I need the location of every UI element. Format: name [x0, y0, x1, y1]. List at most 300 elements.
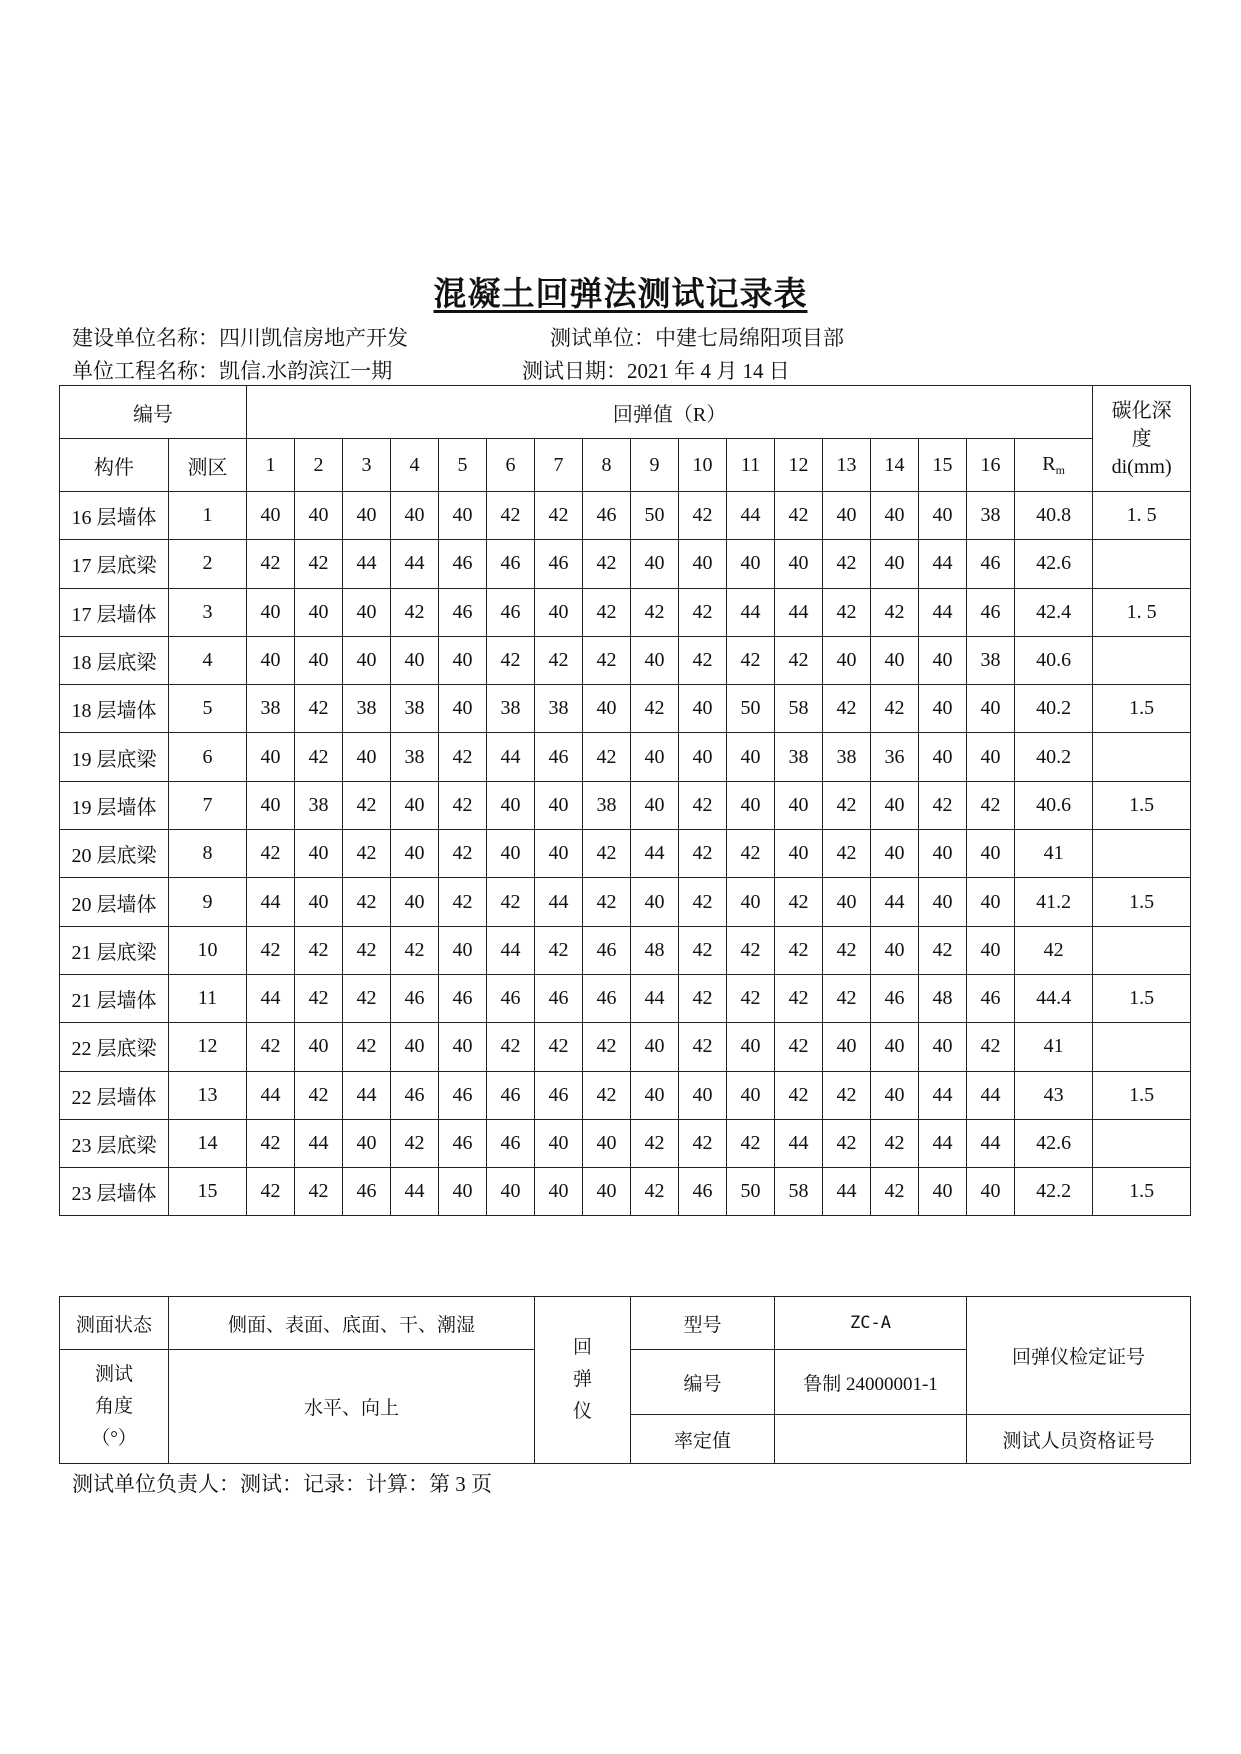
member-cell: 19 层底梁 — [60, 733, 169, 781]
value-cell: 40 — [535, 1168, 583, 1216]
instrument-table — [59, 1296, 1191, 1464]
value-cell: 40 — [631, 1023, 679, 1071]
value-cell: 40 — [391, 636, 439, 684]
value-cell: 42 — [823, 781, 871, 829]
instrument-char-1: 回 — [572, 1337, 592, 1358]
value-cell: 44 — [967, 1071, 1015, 1119]
value-cell: 42 — [247, 1168, 295, 1216]
value-cell: 42 — [295, 1168, 343, 1216]
value-cell: 40 — [727, 540, 775, 588]
value-cell: 42 — [343, 878, 391, 926]
value-cell: 40 — [919, 636, 967, 684]
value-cell: 42 — [295, 974, 343, 1022]
value-cell: 40 — [391, 878, 439, 926]
value-cell: 40 — [919, 1023, 967, 1071]
value-cell: 42 — [679, 1023, 727, 1071]
rebound-table — [59, 385, 1191, 1216]
carbonation-line-1: 碳化深 — [1111, 399, 1172, 422]
table-row — [60, 1119, 1191, 1167]
table-row — [60, 926, 1191, 974]
value-cell: 42 — [391, 588, 439, 636]
value-cell: 42 — [487, 636, 535, 684]
value-cell: 44 — [343, 540, 391, 588]
header-col-10: 10 — [679, 439, 727, 492]
value-cell: 42 — [775, 878, 823, 926]
value-cell: 40 — [295, 1023, 343, 1071]
serial-label: 编号 — [631, 1350, 775, 1415]
value-cell: 46 — [583, 974, 631, 1022]
value-cell: 42 — [439, 878, 487, 926]
value-cell: 42 — [871, 1168, 919, 1216]
header-col-15: 15 — [919, 439, 967, 492]
carbonation-line-2: 度 — [1131, 427, 1152, 450]
value-cell: 44 — [247, 974, 295, 1022]
value-cell: 40 — [343, 733, 391, 781]
header-col-1: 1 — [247, 439, 295, 492]
value-cell: 38 — [535, 685, 583, 733]
angle-line-1: 测试 — [94, 1363, 133, 1385]
value-cell: 58 — [775, 685, 823, 733]
test-date: 测试日期：2021 年 4 月 14 日 — [522, 359, 790, 383]
value-cell: 40 — [871, 830, 919, 878]
zone-cell: 2 — [169, 540, 247, 588]
value-cell: 38 — [823, 733, 871, 781]
calib-label: 率定值 — [631, 1415, 775, 1464]
value-cell: 40 — [439, 636, 487, 684]
member-cell: 23 层墙体 — [60, 1168, 169, 1216]
carbonation-cell: 1.5 — [1093, 1071, 1191, 1119]
value-cell: 44 — [391, 1168, 439, 1216]
value-cell: 40 — [247, 781, 295, 829]
value-cell: 42 — [871, 1119, 919, 1167]
member-cell: 23 层底梁 — [60, 1119, 169, 1167]
value-cell: 42 — [727, 926, 775, 974]
value-cell: 42 — [727, 974, 775, 1022]
value-cell: 40 — [343, 492, 391, 540]
member-cell: 19 层墙体 — [60, 781, 169, 829]
value-cell: 44 — [919, 1119, 967, 1167]
cert-label: 回弹仪检定证号 — [967, 1297, 1191, 1415]
value-cell: 42 — [679, 830, 727, 878]
member-cell: 17 层墙体 — [60, 588, 169, 636]
zone-cell: 5 — [169, 685, 247, 733]
value-cell: 42 — [247, 926, 295, 974]
carbonation-cell — [1093, 926, 1191, 974]
carbonation-cell — [1093, 733, 1191, 781]
value-cell: 42 — [535, 926, 583, 974]
member-cell: 17 层底梁 — [60, 540, 169, 588]
value-cell: 40 — [871, 492, 919, 540]
value-cell: 42 — [727, 830, 775, 878]
zone-cell: 3 — [169, 588, 247, 636]
value-cell: 40 — [775, 781, 823, 829]
member-cell: 16 层墙体 — [60, 492, 169, 540]
value-cell: 42 — [775, 492, 823, 540]
value-cell: 42 — [823, 926, 871, 974]
value-cell: 42 — [727, 636, 775, 684]
value-cell: 46 — [487, 588, 535, 636]
rm-cell: 40.6 — [1015, 781, 1093, 829]
value-cell: 40 — [631, 878, 679, 926]
value-cell: 42 — [535, 1023, 583, 1071]
angle-line-3: （°） — [91, 1427, 137, 1449]
zone-cell: 10 — [169, 926, 247, 974]
value-cell: 44 — [391, 540, 439, 588]
value-cell: 40 — [487, 781, 535, 829]
surface-label: 测面状态 — [60, 1297, 169, 1350]
value-cell: 40 — [727, 878, 775, 926]
table-row — [60, 781, 1191, 829]
value-cell: 46 — [439, 1119, 487, 1167]
value-cell: 40 — [391, 492, 439, 540]
header-col-13: 13 — [823, 439, 871, 492]
value-cell: 50 — [727, 1168, 775, 1216]
model-value: ZC-A — [775, 1297, 967, 1350]
value-cell: 42 — [535, 492, 583, 540]
carbonation-cell — [1093, 540, 1191, 588]
rm-cell: 42.6 — [1015, 1119, 1093, 1167]
value-cell: 42 — [247, 1023, 295, 1071]
value-cell: 40 — [967, 830, 1015, 878]
carbonation-cell: 1.5 — [1093, 781, 1191, 829]
value-cell: 40 — [871, 540, 919, 588]
value-cell: 44 — [967, 1119, 1015, 1167]
value-cell: 42 — [583, 636, 631, 684]
value-cell: 40 — [871, 1071, 919, 1119]
value-cell: 40 — [871, 781, 919, 829]
serial-value: 鲁制 24000001-1 — [775, 1350, 967, 1415]
carbonation-cell: 1. 5 — [1093, 492, 1191, 540]
value-cell: 42 — [583, 540, 631, 588]
value-cell: 40 — [343, 636, 391, 684]
value-cell: 42 — [871, 588, 919, 636]
value-cell: 40 — [583, 1168, 631, 1216]
carbonation-cell: 1.5 — [1093, 685, 1191, 733]
value-cell: 42 — [631, 685, 679, 733]
value-cell: 42 — [823, 1071, 871, 1119]
value-cell: 42 — [439, 830, 487, 878]
rm-cell: 42.6 — [1015, 540, 1093, 588]
carbonation-cell: 1.5 — [1093, 878, 1191, 926]
value-cell: 42 — [679, 781, 727, 829]
value-cell: 42 — [343, 781, 391, 829]
value-cell: 42 — [823, 974, 871, 1022]
value-cell: 42 — [295, 540, 343, 588]
header-member: 构件 — [60, 439, 169, 492]
zone-cell: 8 — [169, 830, 247, 878]
value-cell: 42 — [775, 1071, 823, 1119]
value-cell: 40 — [967, 878, 1015, 926]
calib-value — [775, 1415, 967, 1464]
value-cell: 46 — [487, 1071, 535, 1119]
table-row — [60, 540, 1191, 588]
value-cell: 46 — [487, 974, 535, 1022]
value-cell: 40 — [823, 878, 871, 926]
value-cell: 42 — [967, 781, 1015, 829]
value-cell: 38 — [967, 492, 1015, 540]
header-zone: 测区 — [169, 439, 247, 492]
value-cell: 42 — [391, 926, 439, 974]
value-cell: 42 — [343, 1023, 391, 1071]
model-label: 型号 — [631, 1297, 775, 1350]
value-cell: 40 — [919, 830, 967, 878]
table-row — [60, 733, 1191, 781]
value-cell: 38 — [391, 733, 439, 781]
value-cell: 46 — [679, 1168, 727, 1216]
value-cell: 42 — [247, 830, 295, 878]
staff-label: 测试人员资格证号 — [967, 1415, 1191, 1464]
value-cell: 40 — [967, 926, 1015, 974]
value-cell: 40 — [967, 733, 1015, 781]
zone-cell: 1 — [169, 492, 247, 540]
header-carbonation — [1093, 386, 1191, 492]
value-cell: 40 — [823, 636, 871, 684]
test-unit: 测试单位：中建七局绵阳项目部 — [550, 326, 844, 350]
zone-cell: 14 — [169, 1119, 247, 1167]
value-cell: 38 — [967, 636, 1015, 684]
header-col-14: 14 — [871, 439, 919, 492]
value-cell: 38 — [487, 685, 535, 733]
value-cell: 42 — [679, 1119, 727, 1167]
value-cell: 46 — [535, 1071, 583, 1119]
value-cell: 46 — [487, 540, 535, 588]
table-row — [60, 830, 1191, 878]
value-cell: 42 — [967, 1023, 1015, 1071]
value-cell: 40 — [487, 1168, 535, 1216]
value-cell: 44 — [919, 588, 967, 636]
value-cell: 38 — [391, 685, 439, 733]
value-cell: 44 — [823, 1168, 871, 1216]
rm-subscript: m — [1055, 462, 1065, 477]
value-cell: 44 — [247, 1071, 295, 1119]
zone-cell: 6 — [169, 733, 247, 781]
value-cell: 50 — [631, 492, 679, 540]
angle-value: 水平、向上 — [169, 1350, 535, 1464]
value-cell: 40 — [679, 1071, 727, 1119]
zone-cell: 7 — [169, 781, 247, 829]
table-row — [60, 636, 1191, 684]
value-cell: 38 — [247, 685, 295, 733]
value-cell: 40 — [679, 540, 727, 588]
angle-label — [60, 1350, 169, 1464]
table-row — [60, 1168, 1191, 1216]
value-cell: 44 — [535, 878, 583, 926]
value-cell: 46 — [439, 540, 487, 588]
value-cell: 46 — [439, 588, 487, 636]
value-cell: 42 — [439, 781, 487, 829]
value-cell: 42 — [679, 492, 727, 540]
value-cell: 50 — [727, 685, 775, 733]
value-cell: 40 — [919, 733, 967, 781]
value-cell: 42 — [487, 1023, 535, 1071]
value-cell: 40 — [295, 830, 343, 878]
value-cell: 42 — [583, 1071, 631, 1119]
value-cell: 46 — [343, 1168, 391, 1216]
value-cell: 42 — [295, 926, 343, 974]
value-cell: 46 — [439, 1071, 487, 1119]
value-cell: 40 — [295, 878, 343, 926]
value-cell: 42 — [919, 781, 967, 829]
value-cell: 40 — [439, 1023, 487, 1071]
carbonation-cell: 1. 5 — [1093, 588, 1191, 636]
value-cell: 40 — [631, 781, 679, 829]
rm-cell: 42.4 — [1015, 588, 1093, 636]
value-cell: 40 — [343, 588, 391, 636]
value-cell: 40 — [295, 588, 343, 636]
rm-cell: 40.6 — [1015, 636, 1093, 684]
value-cell: 46 — [967, 540, 1015, 588]
value-cell: 42 — [583, 1023, 631, 1071]
value-cell: 44 — [631, 974, 679, 1022]
value-cell: 46 — [439, 974, 487, 1022]
member-cell: 20 层墙体 — [60, 878, 169, 926]
value-cell: 42 — [439, 733, 487, 781]
value-cell: 42 — [343, 830, 391, 878]
member-cell: 18 层墙体 — [60, 685, 169, 733]
value-cell: 42 — [679, 974, 727, 1022]
value-cell: 40 — [727, 1023, 775, 1071]
value-cell: 40 — [871, 926, 919, 974]
value-cell: 40 — [727, 733, 775, 781]
rm-symbol: R — [1042, 452, 1056, 475]
table-row — [60, 685, 1191, 733]
value-cell: 42 — [247, 540, 295, 588]
header-col-4: 4 — [391, 439, 439, 492]
carbonation-cell — [1093, 1119, 1191, 1167]
header-col-2: 2 — [295, 439, 343, 492]
value-cell: 46 — [535, 733, 583, 781]
value-cell: 42 — [775, 636, 823, 684]
table-row — [60, 974, 1191, 1022]
table-row — [60, 492, 1191, 540]
value-cell: 42 — [631, 588, 679, 636]
value-cell: 38 — [295, 781, 343, 829]
value-cell: 40 — [391, 830, 439, 878]
member-cell: 22 层底梁 — [60, 1023, 169, 1071]
value-cell: 42 — [583, 878, 631, 926]
value-cell: 44 — [487, 926, 535, 974]
value-cell: 46 — [391, 974, 439, 1022]
value-cell: 46 — [967, 974, 1015, 1022]
value-cell: 40 — [823, 492, 871, 540]
rm-cell: 44.4 — [1015, 974, 1093, 1022]
rm-cell: 41 — [1015, 1023, 1093, 1071]
value-cell: 40 — [391, 1023, 439, 1071]
value-cell: 36 — [871, 733, 919, 781]
header-number: 编号 — [60, 386, 247, 439]
carbonation-cell — [1093, 636, 1191, 684]
header-col-16: 16 — [967, 439, 1015, 492]
value-cell: 46 — [535, 974, 583, 1022]
value-cell: 46 — [583, 492, 631, 540]
value-cell: 40 — [247, 636, 295, 684]
value-cell: 44 — [727, 588, 775, 636]
zone-cell: 4 — [169, 636, 247, 684]
value-cell: 40 — [295, 492, 343, 540]
value-cell: 42 — [919, 926, 967, 974]
value-cell: 40 — [487, 830, 535, 878]
value-cell: 44 — [871, 878, 919, 926]
value-cell: 44 — [487, 733, 535, 781]
instrument-label — [535, 1297, 631, 1464]
rm-cell: 42 — [1015, 926, 1093, 974]
value-cell: 40 — [583, 1119, 631, 1167]
member-cell: 18 层底梁 — [60, 636, 169, 684]
zone-cell: 9 — [169, 878, 247, 926]
header-col-3: 3 — [343, 439, 391, 492]
zone-cell: 11 — [169, 974, 247, 1022]
value-cell: 40 — [439, 492, 487, 540]
header-col-12: 12 — [775, 439, 823, 492]
value-cell: 40 — [967, 685, 1015, 733]
value-cell: 38 — [343, 685, 391, 733]
carbonation-cell: 1.5 — [1093, 974, 1191, 1022]
value-cell: 42 — [679, 878, 727, 926]
value-cell: 40 — [919, 685, 967, 733]
value-cell: 40 — [775, 540, 823, 588]
value-cell: 42 — [775, 1023, 823, 1071]
rm-cell: 40.2 — [1015, 685, 1093, 733]
value-cell: 42 — [295, 685, 343, 733]
value-cell: 40 — [535, 830, 583, 878]
value-cell: 44 — [919, 540, 967, 588]
value-cell: 40 — [391, 781, 439, 829]
value-cell: 44 — [727, 492, 775, 540]
table-row — [60, 1023, 1191, 1071]
value-cell: 40 — [439, 685, 487, 733]
value-cell: 46 — [967, 588, 1015, 636]
value-cell: 42 — [295, 733, 343, 781]
value-cell: 40 — [727, 1071, 775, 1119]
value-cell: 42 — [583, 830, 631, 878]
header-col-11: 11 — [727, 439, 775, 492]
value-cell: 40 — [247, 492, 295, 540]
member-cell: 21 层墙体 — [60, 974, 169, 1022]
value-cell: 42 — [679, 636, 727, 684]
value-cell: 42 — [487, 492, 535, 540]
value-cell: 40 — [919, 1168, 967, 1216]
table-row — [60, 1071, 1191, 1119]
value-cell: 42 — [679, 588, 727, 636]
value-cell: 42 — [295, 1071, 343, 1119]
value-cell: 44 — [631, 830, 679, 878]
carbonation-cell — [1093, 830, 1191, 878]
project-name: 单位工程名称：凯信.水韵滨江一期 — [72, 359, 393, 383]
value-cell: 42 — [247, 1119, 295, 1167]
value-cell: 40 — [775, 830, 823, 878]
value-cell: 40 — [535, 781, 583, 829]
value-cell: 42 — [631, 1119, 679, 1167]
value-cell: 42 — [343, 974, 391, 1022]
value-cell: 40 — [535, 588, 583, 636]
value-cell: 40 — [631, 733, 679, 781]
value-cell: 40 — [583, 685, 631, 733]
zone-cell: 12 — [169, 1023, 247, 1071]
member-cell: 20 层底梁 — [60, 830, 169, 878]
member-cell: 22 层墙体 — [60, 1071, 169, 1119]
value-cell: 40 — [343, 1119, 391, 1167]
member-cell: 21 层底梁 — [60, 926, 169, 974]
value-cell: 48 — [919, 974, 967, 1022]
value-cell: 46 — [535, 540, 583, 588]
value-cell: 40 — [247, 733, 295, 781]
zone-cell: 15 — [169, 1168, 247, 1216]
value-cell: 40 — [967, 1168, 1015, 1216]
value-cell: 44 — [775, 1119, 823, 1167]
value-cell: 42 — [631, 1168, 679, 1216]
value-cell: 42 — [535, 636, 583, 684]
value-cell: 40 — [679, 733, 727, 781]
